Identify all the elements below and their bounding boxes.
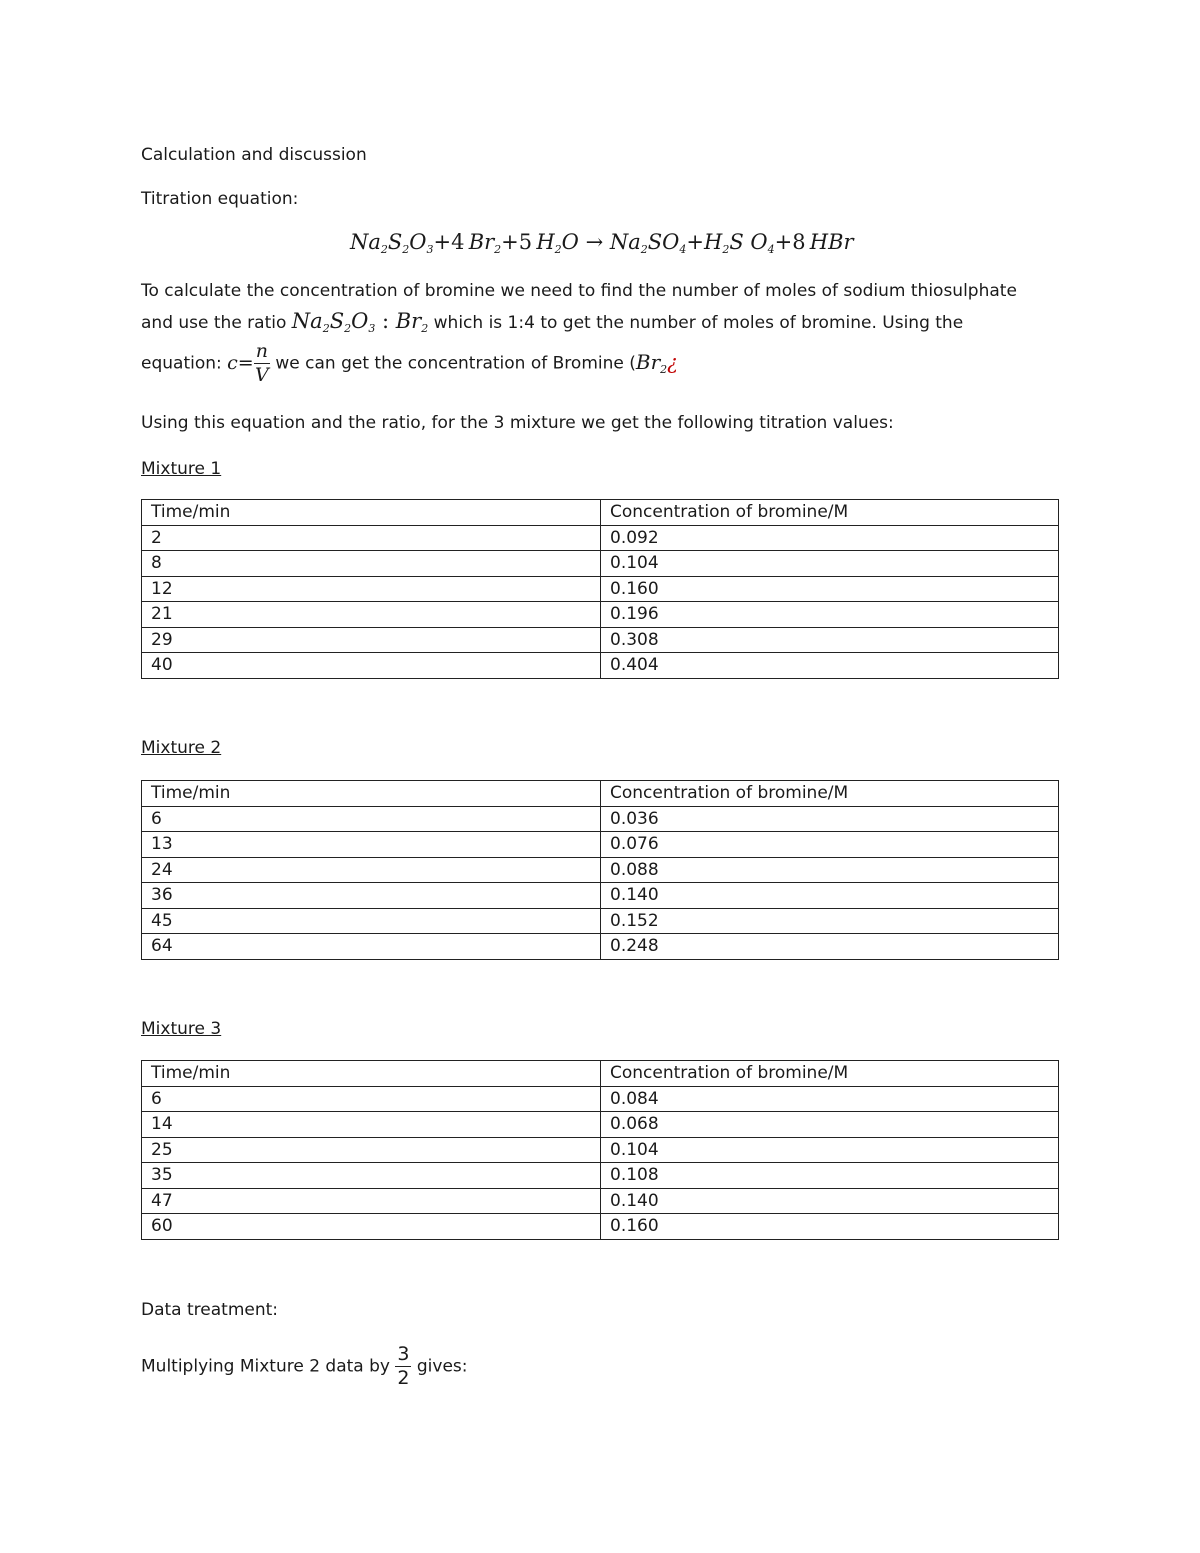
table-row: 40 0.404	[142, 653, 1059, 679]
table-row: 14 0.068	[142, 1112, 1059, 1138]
paragraph-line: and use the ratio $Na_2S_2O_3$ : $Br_2$ which is 1:4 to get the number of moles of bromine. Using the	[141, 309, 964, 335]
table-row: 2 0.092	[142, 525, 1059, 551]
table-header-row: Time/min Concentration of bromine/M	[142, 500, 1059, 526]
paragraph-line: Using this equation and the ratio, for the 3 mixture we get the following titration values:	[141, 413, 894, 433]
titration-label: Titration equation:	[141, 189, 299, 209]
table-row: 12 0.160	[142, 576, 1059, 602]
table-header-row: Time/min Concentration of bromine/M	[142, 1061, 1059, 1087]
table-row: 60 0.160	[142, 1214, 1059, 1240]
table-row: 13 0.076	[142, 832, 1059, 858]
mixture-1-table	[141, 499, 1059, 679]
table-row: 24 0.088	[142, 857, 1059, 883]
titration-equation: $Na_2S_2O_3+4$ $Br_2+5$ $H_2O \to Na_2SO_4+H_2S$ $O_4+8$ HBr	[350, 230, 854, 256]
mixture-2-table	[141, 780, 1059, 960]
section-heading: Calculation and discussion	[141, 145, 367, 165]
bromine-symbol: $Br_2¿$	[635, 349, 678, 376]
table-row: 47 0.140	[142, 1188, 1059, 1214]
data-treatment-heading: Data treatment:	[141, 1300, 279, 1320]
paragraph-line: To calculate the concentration of bromine we need to find the number of moles of sodium thiosulphate	[141, 281, 1017, 301]
table-row: 25 0.104	[142, 1137, 1059, 1163]
mixture-3-title: Mixture 3	[141, 1019, 222, 1039]
paragraph-line: equation: c= $\frac{n}{V}$ we can get the concentration of Bromine ($Br_2¿$	[141, 340, 678, 386]
table-row: 8 0.104	[142, 551, 1059, 577]
table-row: 35 0.108	[142, 1163, 1059, 1189]
ratio-formula: $Na_2S_2O_3$ : $Br_2$	[291, 309, 429, 335]
table-row: 29 0.308	[142, 627, 1059, 653]
mixture-1-title: Mixture 1	[141, 459, 222, 479]
paragraph-line: Multiplying Mixture 2 data by $\frac{3}{2}$ gives:	[141, 1343, 468, 1389]
mixture-3-table	[141, 1060, 1059, 1240]
table-row: 36 0.140	[142, 883, 1059, 909]
table-header-row: Time/min Concentration of bromine/M	[142, 781, 1059, 807]
fraction: $\frac{3}{2}$	[397, 1343, 410, 1389]
table-row: 6 0.084	[142, 1086, 1059, 1112]
table-row: 64 0.248	[142, 934, 1059, 960]
mixture-2-title: Mixture 2	[141, 738, 222, 758]
table-row: 45 0.152	[142, 908, 1059, 934]
concentration-formula: c= $\frac{n}{V}$	[227, 340, 269, 386]
table-row: 21 0.196	[142, 602, 1059, 628]
table-row: 6 0.036	[142, 806, 1059, 832]
